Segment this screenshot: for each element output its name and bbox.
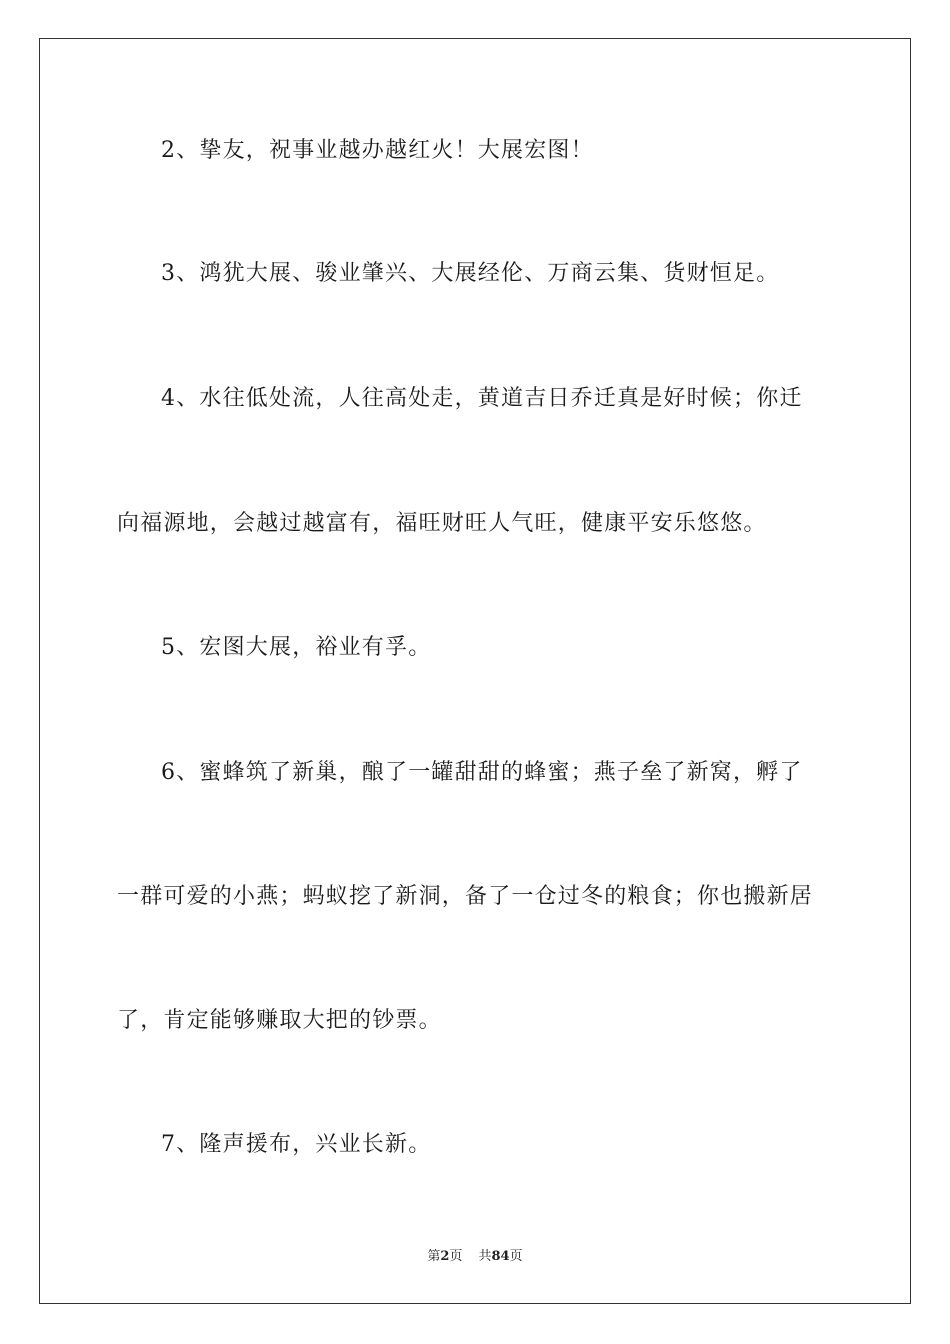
page-footer xyxy=(0,1248,950,1266)
total-pages: 84 xyxy=(491,1249,510,1264)
paragraph-3-line-1: 3、鸿犹大展、骏业肇兴、大展经伦、万商云集、货财恒足。 xyxy=(161,261,780,286)
paragraph-6-line-1: 6、蜜蜂筑了新巢，酿了一罐甜甜的蜂蜜；燕子垒了新窝，孵了 xyxy=(161,760,803,785)
total-suffix: 页 xyxy=(509,1249,523,1264)
page-prefix: 第 xyxy=(427,1249,441,1264)
paragraph-4-line-1: 4、水往低处流，人往高处走，黄道吉日乔迁真是好时候；你迁 xyxy=(161,386,803,411)
page-number: 2 xyxy=(440,1249,450,1264)
paragraph-4-line-2: 向福源地，会越过越富有，福旺财旺人气旺，健康平安乐悠悠。 xyxy=(117,511,767,536)
page-suffix: 页 xyxy=(449,1249,463,1264)
paragraph-6-line-3: 了，肯定能够赚取大把的钞票。 xyxy=(117,1008,442,1033)
paragraph-7-line-1: 7、隆声援布，兴业长新。 xyxy=(161,1132,432,1157)
page-border xyxy=(39,38,911,1304)
total-prefix: 共 xyxy=(478,1249,492,1264)
paragraph-5-line-1: 5、宏图大展，裕业有孚。 xyxy=(161,635,432,660)
paragraph-2-line-1: 2、挚友，祝事业越办越红火！大展宏图！ xyxy=(161,138,594,163)
paragraph-6-line-2: 一群可爱的小燕；蚂蚁挖了新洞，备了一仓过冬的粮食；你也搬新居 xyxy=(117,884,814,909)
